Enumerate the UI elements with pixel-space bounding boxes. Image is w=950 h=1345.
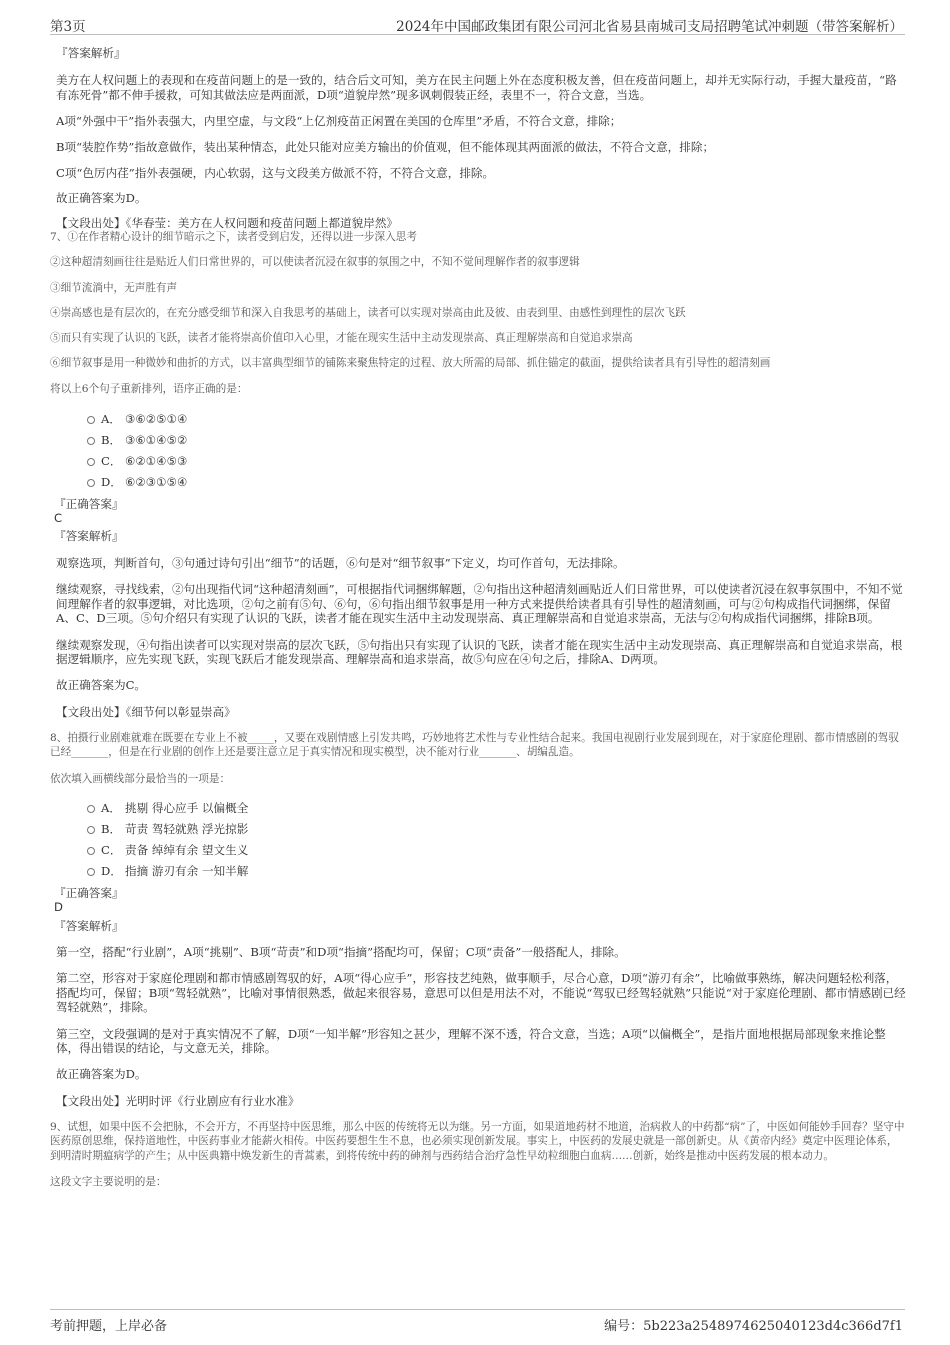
analysis-label: 『答案解析』 [54, 918, 124, 933]
answer-conclusion: 故正确答案为C。 [56, 678, 147, 693]
option-a[interactable]: A． 挑剔 得心应手 以偏概全 [50, 798, 908, 819]
analysis-paragraph: 第一空，搭配“行业剧”，A项“挑剔”、B项“苛责”和D项“指摘”搭配均可，保留；C项“责备”一般搭配人，排除。 [56, 944, 626, 959]
answer-conclusion: 故正确答案为D。 [56, 191, 147, 206]
analysis-label: 『答案解析』 [56, 46, 126, 60]
source-citation: 【文段出处】《细节何以彰显崇高》 [56, 704, 236, 719]
page-header [50, 12, 905, 35]
footer-slogan: 考前押题，上岸必备 [50, 1319, 168, 1334]
answer-conclusion: 故正确答案为D。 [56, 1067, 147, 1082]
radio-icon[interactable] [87, 805, 95, 813]
analysis-paragraph: 第二空，形容对于家庭伦理剧和都市情感剧驾驭的好，A项“得心应手”，形容技艺纯熟，做事顺手，尽合心意，D项“游刃有余”，比喻做事熟练，解决问题轻松利落，搭配均可，保留；B项“驾轻就熟”，比喻对事情很熟悉，做起来很容易，意思可以但是用法不对，不能说“驾驭已经驾轻就熟”只能说“对于家庭伦理剧、都市情感剧已经驾轻就熟”，排除。 [56, 971, 906, 1015]
radio-icon[interactable] [87, 458, 95, 466]
analysis-paragraph: B项“装腔作势”指故意做作，装出某种情态，此处只能对应美方输出的价值观，但不能体现其两面派的做法，不符合文意，排除； [56, 139, 715, 154]
analysis-label: 『答案解析』 [54, 529, 124, 544]
option-d[interactable]: D． ⑥②③①⑤④ [50, 472, 908, 493]
option-c[interactable]: C． ⑥②①④⑤③ [50, 451, 908, 472]
analysis-paragraph: 继续观察发现，④句指出读者可以实现对崇高的层次飞跃，⑤句指出只有实现了认识的飞跃，读者才能在现实生活中主动发现崇高、真正理解崇高和自觉追求崇高，根据逻辑顺序，应先实现飞跃，实现飞跃后才能发现崇高、理解崇高和追求崇高，故⑤句应在④句之后，排除A、D两项。 [56, 637, 903, 666]
analysis-paragraph: 美方在人权问题上的表现和在疫苗问题上的是一致的，结合后文可知，美方在民主问题上外在态度积极友善，但在疫苗问题上，却并无实际行动，手握大量疫苗，“路有冻死骨”都不伸手援救，可知其做法应是两面派，D项“道貌岸然”现多讽刺假装正经，表里不一，符合文意，当选。 [56, 73, 897, 102]
question-sentence: ⑤而只有实现了认识的飞跃，读者才能将崇高价值印入心里，才能在现实生活中主动发现崇高、真正理解崇高和自觉追求崇高 [50, 332, 633, 345]
question-ask: 这段文字主要说明的是： [50, 1175, 167, 1188]
correct-answer-label: 『正确答案』 [54, 885, 124, 900]
page-content [50, 36, 908, 1189]
question-stem: 9、试想，如果中医不会把脉，不会开方，不再坚持中医思维，那么中医的传统将无以为继。另一方面，如果道地药材不地道，治病救人的中药都“病”了，中医如何能妙手回春？坚守中医药原创思维，保持道地性，中医药事业才能薪火相传。中医药要想生生不息，也必须实现创新发展。事实上，中医药的发展史就是一部创新史。从《黄帝内经》奠定中医理论体系，到明清时期瘟病学的产生；从中医典籍中焕发新生的青蒿素，到将传统中药的砷剂与西药结合治疗急性早幼粒细胞白血病……创新，始终是推动中医药发展的根本动力。 [50, 1121, 905, 1162]
source-citation: 【文段出处】《华春莹：美方在人权问题和疫苗问题上都道貌岸然》 [56, 215, 399, 230]
correct-answer: C [54, 511, 63, 526]
answer-options [50, 798, 908, 882]
analysis-paragraph: C项“色厉内荏”指外表强硬，内心软弱，这与文段美方做派不符，不符合文意，排除。 [56, 166, 495, 181]
page-number: 第3页 [50, 19, 86, 35]
option-a[interactable]: A． ③⑥②⑤①④ [50, 409, 908, 430]
document-title: 2024年中国邮政集团有限公司河北省易县南城司支局招聘笔试冲刺题（带答案解析） [396, 19, 903, 35]
radio-icon[interactable] [87, 437, 95, 445]
radio-icon[interactable] [87, 847, 95, 855]
option-b[interactable]: B． ③⑥①④⑤② [50, 430, 908, 451]
analysis-paragraph: 观察选项，判断首句，③句通过诗句引出“细节”的话题，⑥句是对“细节叙事”下定义，均可作首句，无法排除。 [56, 555, 625, 570]
answer-options [50, 409, 908, 493]
option-d[interactable]: D． 指摘 游刃有余 一知半解 [50, 861, 908, 882]
question-sentence: ③细节流淌中，无声胜有声 [50, 281, 178, 294]
question-sentence: ②这种超清刻画往往是贴近人们日常世界的，可以使读者沉浸在叙事的氛围之中，不知不觉间理解作者的叙事逻辑 [50, 256, 580, 269]
question-ask: 依次填入画横线部分最恰当的一项是： [50, 772, 231, 785]
document-code: 编号：5b223a2548974625040123d4c366d7f1 [604, 1319, 903, 1334]
correct-answer-label: 『正确答案』 [54, 496, 124, 511]
option-b[interactable]: B． 苛责 驾轻就熟 浮光掠影 [50, 819, 908, 840]
source-citation: 【文段出处】光明时评《行业剧应有行业水准》 [56, 1093, 300, 1108]
analysis-paragraph: A项“外强中干”指外表强大，内里空虚，与文段“上亿剂疫苗正闲置在美国的仓库里”矛盾，不符合文意，排除； [56, 114, 622, 129]
radio-icon[interactable] [87, 479, 95, 487]
analysis-paragraph: 第三空，文段强调的是对于真实情况不了解，D项“一知半解”形容知之甚少，理解不深不透，符合文意，当选；A项“以偏概全”，是指片面地根据局部现象来推论整体，得出错误的结论，与文意无关，排除。 [56, 1026, 886, 1055]
page-footer [50, 1309, 905, 1334]
question-sentence: ⑥细节叙事是用一种微妙和曲折的方式，以丰富典型细节的铺陈来聚焦特定的过程、放大所需的局部、抓住锚定的截面，提供给读者具有引导性的超清刻画 [50, 357, 771, 370]
question-ask: 将以上6个句子重新排列，语序正确的是： [50, 383, 248, 396]
question-stem: 8、拍摄行业剧难就难在既要在专业上不被_____，又要在戏剧情感上引发共鸣，巧妙地将艺术性与专业性结合起来。我国电视剧行业发展到现在，对于家庭伦理剧、都市情感剧的驾驭已经_______，但是在行业剧的创作上还是要注意立足于真实情况和现实模型，决不能对行业_______、胡编乱造。 [50, 732, 899, 759]
radio-icon[interactable] [87, 826, 95, 834]
radio-icon[interactable] [87, 416, 95, 424]
question-stem: 7、①在作者精心设计的细节暗示之下，读者受到启发，还得以进一步深入思考 [50, 231, 417, 244]
analysis-paragraph: 继续观察，寻找线索，②句出现指代词“这种超清刻画”，可根据指代词捆绑解题，②句指出这种超清刻画贴近人们日常世界，可以使读者沉浸在叙事氛围中，不知不觉间理解作者的叙事逻辑，对比选项，②句之前有⑤句、⑥句，⑥句指出细节叙事是用一种方式来提供给读者具有引导性的超清刻画，可与②句构成指代词捆绑，保留A、C、D三项。⑤句介绍只有实现了认识的飞跃，读者才能在现实生活中主动发现崇高、真正理解崇高和自觉追求崇高，无法与②句构成指代词捆绑，排除B项。 [56, 582, 903, 626]
correct-answer: D [54, 900, 63, 915]
question-sentence: ④崇高感也是有层次的，在充分感受细节和深入自我思考的基础上，读者可以实现对崇高由此及彼、由表到里、由感性到理性的层次飞跃 [50, 306, 686, 319]
radio-icon[interactable] [87, 868, 95, 876]
option-c[interactable]: C． 责备 绰绰有余 望文生义 [50, 840, 908, 861]
